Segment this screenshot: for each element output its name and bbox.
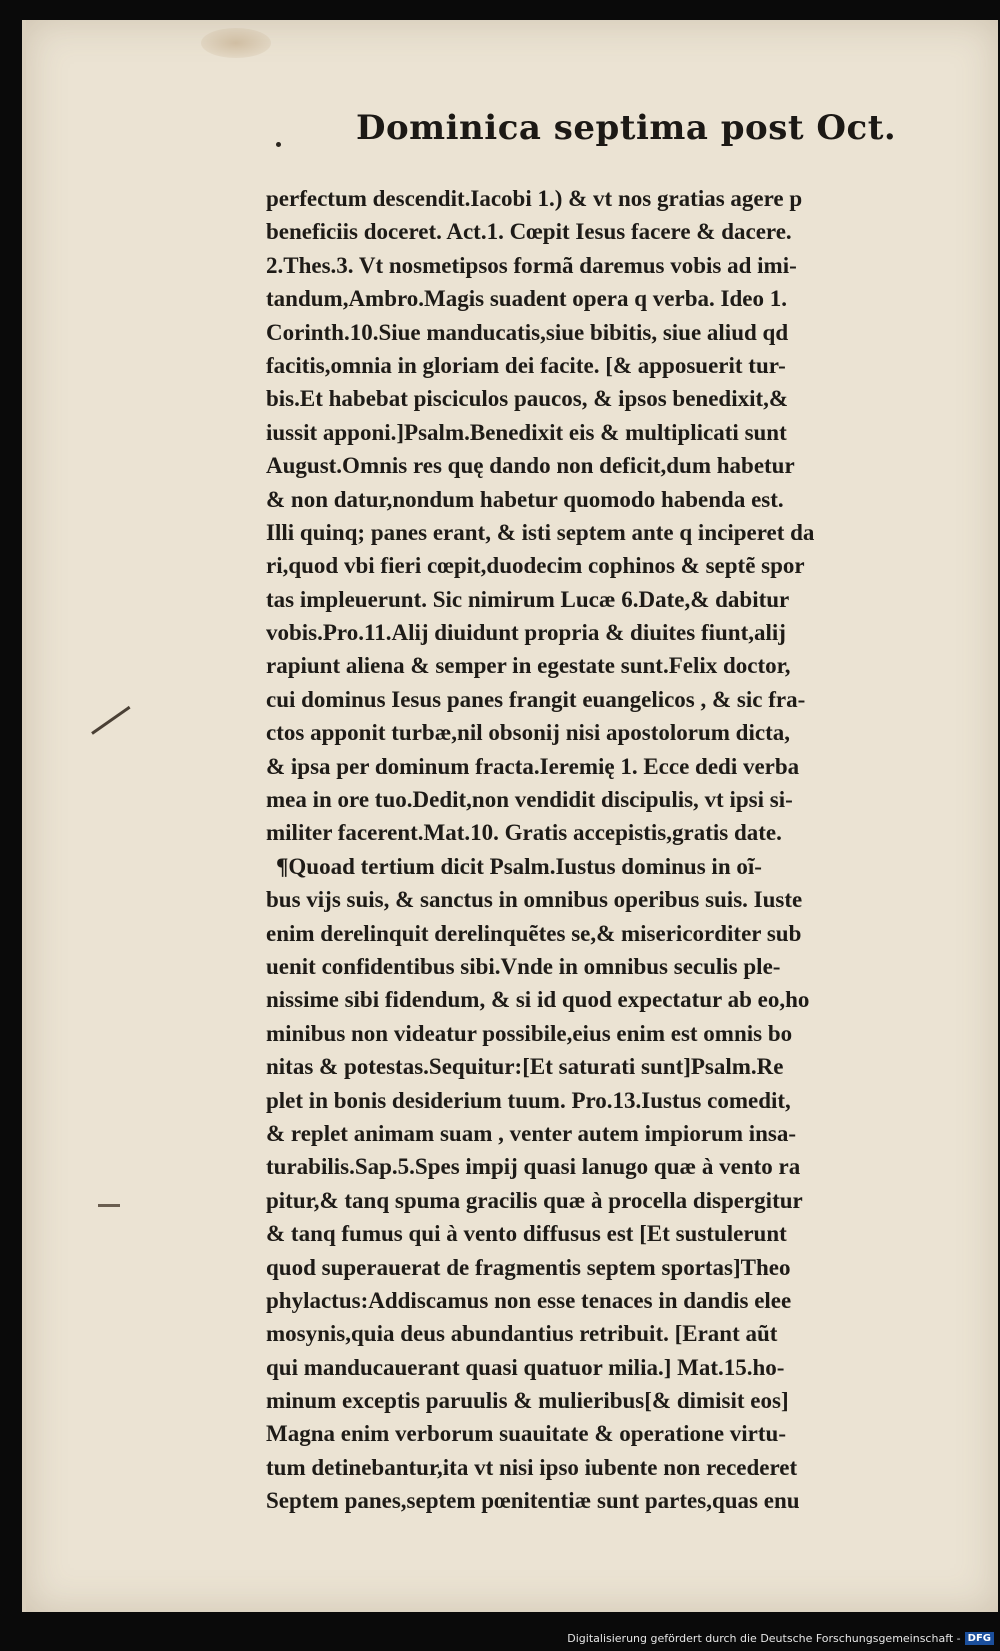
heading-dot <box>276 142 281 147</box>
text-line: bis.Et habebat pisciculos paucos, & ipsos benedixit,& <box>266 386 789 412</box>
text-line: quod superauerat de fragmentis septem sportas]Theo <box>266 1254 791 1280</box>
text-line: vobis.Pro.11.Alij diuidunt propria & diuites fiunt,alij <box>266 620 786 646</box>
text-line: nissime sibi fidendum, & si id quod expectatur ab eo,ho <box>266 987 810 1013</box>
margin-pen-mark <box>91 706 130 735</box>
text-line: beneficiis doceret. Act.1. Cœpit Iesus facere & dacere. <box>266 219 792 245</box>
text-line: turabilis.Sap.5.Spes impij quasi lanugo quæ à vento ra <box>266 1154 801 1180</box>
text-line: & replet animam suam , venter autem impiorum insa- <box>266 1120 797 1146</box>
dfg-logo: DFG <box>965 1632 994 1645</box>
text-line: militer facerent.Mat.10. Gratis accepistis,gratis date. <box>266 820 782 846</box>
text-line: tas impleuerunt. Sic nimirum Lucæ 6.Date,& dabitur <box>266 586 790 612</box>
text-line: rapiunt aliena & semper in egestate sunt.Felix doctor, <box>266 653 791 679</box>
text-line: Corinth.10.Siue manducatis,siue bibitis, siue aliud qd <box>266 319 789 345</box>
text-line: minum exceptis paruulis & mulieribus[& dimisit eos] <box>266 1388 789 1414</box>
text-line: & non datur,nondum habetur quomodo habenda est. <box>266 486 784 512</box>
footer-credit: Digitalisierung gefördert durch die Deutsche Forschungsgemeinschaft - <box>567 1632 961 1645</box>
digitization-footer <box>567 1632 994 1645</box>
text-line: Septem panes,septem pœnitentiæ sunt partes,quas enu <box>266 1488 800 1514</box>
text-line: enim derelinquit derelinquẽtes se,& misericorditer sub <box>266 920 802 946</box>
margin-dash-mark <box>98 1204 120 1207</box>
text-line: ctos apponit turbæ,nil obsonij nisi apostolorum dicta, <box>266 720 790 746</box>
page-heading: Dominica septima post Oct. <box>356 108 897 148</box>
text-line: & ipsa per dominum fracta.Ieremię 1. Ecce dedi verba <box>266 753 800 779</box>
text-line: plet in bonis desiderium tuum. Pro.13.Iustus comedit, <box>266 1087 791 1113</box>
text-line: 2.Thes.3. Vt nosmetipsos formã daremus vobis ad imi- <box>266 252 797 278</box>
text-line: minibus non videatur possibile,eius enim est omnis bo <box>266 1020 793 1046</box>
text-line: ¶Quoad tertium dicit Psalm.Iustus dominus in oĩ- <box>276 853 762 879</box>
paper-stain <box>201 28 271 58</box>
text-line: tandum,Ambro.Magis suadent opera q verba. Ideo 1. <box>266 286 787 312</box>
text-line: mea in ore tuo.Dedit,non vendidit discipulis, vt ipsi si- <box>266 787 793 813</box>
text-line: ri,quod vbi fieri cœpit,duodecim cophinos & septẽ spor <box>266 553 805 579</box>
text-line: perfectum descendit.Iacobi 1.) & vt nos gratias agere p <box>266 186 803 211</box>
text-line: Magna enim verborum suauitate & operatione virtu- <box>266 1421 786 1447</box>
text-line: qui manducauerant quasi quatuor milia.] Mat.15.ho- <box>266 1354 785 1380</box>
text-line: iussit apponi.]Psalm.Benedixit eis & multiplicati sunt <box>266 419 787 445</box>
text-line: uenit confidentibus sibi.Vnde in omnibus seculis ple- <box>266 953 781 979</box>
text-line: mosynis,quia deus abundantius retribuit. [Erant aũt <box>266 1321 778 1347</box>
text-line: tum detinebantur,ita vt nisi ipso iubente non recederet <box>266 1454 798 1480</box>
text-line: & tanq fumus qui à vento diffusus est [Et sustulerunt <box>266 1221 787 1247</box>
text-line: nitas & potestas.Sequitur:[Et saturati sunt]Psalm.Re <box>266 1054 784 1080</box>
body-text <box>266 182 946 1518</box>
text-line: August.Omnis res quę dando non deficit,dum habetur <box>266 453 795 479</box>
text-line: Illi quinq; panes erant, & isti septem ante q inciperet da <box>266 519 815 545</box>
text-line: bus vijs suis, & sanctus in omnibus operibus suis. Iuste <box>266 887 803 913</box>
book-page <box>22 20 998 1612</box>
text-line: facitis,omnia in gloriam dei facite. [& apposuerit tur- <box>266 352 786 378</box>
text-line: phylactus:Addiscamus non esse tenaces in dandis elee <box>266 1287 792 1313</box>
text-line: pitur,& tanq spuma gracilis quæ à procella dispergitur <box>266 1187 803 1213</box>
text-line: cui dominus Iesus panes frangit euangelicos , & sic fra- <box>266 686 806 712</box>
